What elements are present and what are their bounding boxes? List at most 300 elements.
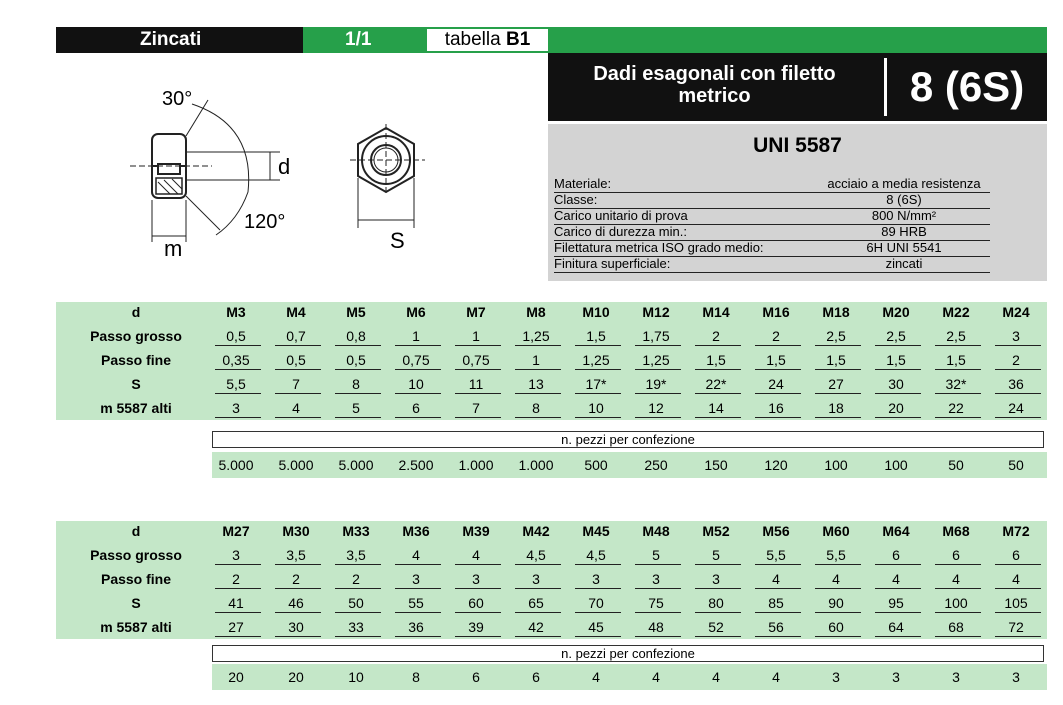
cell-underline bbox=[275, 588, 321, 589]
table-cell: 36 bbox=[408, 619, 424, 635]
column-header: M42 bbox=[522, 523, 550, 539]
cell-underline bbox=[695, 588, 741, 589]
column-header: M60 bbox=[822, 523, 850, 539]
table-cell: 60 bbox=[828, 619, 844, 635]
cell-underline bbox=[755, 417, 801, 418]
table-cell: 18 bbox=[828, 400, 844, 416]
table-cell: 46 bbox=[288, 595, 304, 611]
table-cell: 6 bbox=[952, 547, 960, 563]
cell-underline bbox=[395, 612, 441, 613]
table-cell: 2,5 bbox=[886, 328, 906, 344]
cell-underline bbox=[935, 417, 981, 418]
table-cell: 24 bbox=[768, 376, 784, 392]
cell-underline bbox=[575, 345, 621, 346]
table-cell: 3 bbox=[592, 571, 600, 587]
cell-underline bbox=[275, 417, 321, 418]
table-cell: 3 bbox=[232, 547, 240, 563]
column-header: M48 bbox=[642, 523, 670, 539]
pack-quantity-cell: 20 bbox=[228, 669, 244, 685]
cell-underline bbox=[455, 369, 501, 370]
spec-key: Materiale: bbox=[554, 176, 612, 191]
column-header: M3 bbox=[226, 304, 246, 320]
table-cell: 90 bbox=[828, 595, 844, 611]
spec-row bbox=[554, 192, 1044, 208]
cell-underline bbox=[215, 369, 261, 370]
product-title bbox=[548, 63, 881, 107]
cell-underline bbox=[395, 417, 441, 418]
cell-underline bbox=[215, 393, 261, 394]
row-label: Passo fine bbox=[100, 352, 172, 368]
cell-underline bbox=[995, 369, 1041, 370]
table-cell: 4 bbox=[772, 571, 780, 587]
table-cell: 105 bbox=[1004, 595, 1028, 611]
cell-underline bbox=[275, 564, 321, 565]
table-cell: 100 bbox=[944, 595, 968, 611]
cell-underline bbox=[635, 588, 681, 589]
table-cell: 2,5 bbox=[826, 328, 846, 344]
spec-row bbox=[554, 208, 1044, 224]
table-cell: 19* bbox=[645, 376, 667, 392]
column-header: M6 bbox=[406, 304, 426, 320]
table-cell: 56 bbox=[768, 619, 784, 635]
table-cell: 1,5 bbox=[766, 352, 786, 368]
cell-underline bbox=[515, 393, 561, 394]
column-header: M39 bbox=[462, 523, 490, 539]
cell-underline bbox=[575, 417, 621, 418]
cell-underline bbox=[335, 369, 381, 370]
row-label: m 5587 alti bbox=[100, 400, 172, 416]
table-cell: 4 bbox=[292, 400, 300, 416]
column-header: M30 bbox=[282, 523, 310, 539]
spec-key: Classe: bbox=[554, 192, 598, 207]
cell-underline bbox=[695, 636, 741, 637]
table-cell: 1,25 bbox=[522, 328, 550, 344]
cell-underline bbox=[515, 345, 561, 346]
cell-underline bbox=[455, 564, 501, 565]
table-cell: 0,75 bbox=[402, 352, 430, 368]
cell-underline bbox=[275, 345, 321, 346]
table-cell: 1 bbox=[472, 328, 480, 344]
cell-underline bbox=[875, 612, 921, 613]
row-label: Passo grosso bbox=[90, 328, 182, 344]
column-header: M14 bbox=[702, 304, 730, 320]
table-cell: 1,75 bbox=[642, 328, 670, 344]
table-cell: 6 bbox=[892, 547, 900, 563]
cell-underline bbox=[815, 636, 861, 637]
cell-underline bbox=[755, 636, 801, 637]
cell-underline bbox=[815, 369, 861, 370]
tabella-label bbox=[427, 29, 548, 51]
cell-underline bbox=[635, 345, 681, 346]
cell-underline bbox=[875, 393, 921, 394]
pack-label: n. pezzi per confezione bbox=[212, 431, 1044, 448]
table-cell: 27 bbox=[228, 619, 244, 635]
dimension-s-label: S bbox=[390, 228, 405, 253]
table-cell: 24 bbox=[1008, 400, 1024, 416]
table-cell: 48 bbox=[648, 619, 664, 635]
row-label: S bbox=[131, 376, 141, 392]
pack-quantity-cell: 2.500 bbox=[398, 457, 434, 473]
cell-underline bbox=[395, 588, 441, 589]
column-header: M5 bbox=[346, 304, 366, 320]
cell-underline bbox=[335, 345, 381, 346]
cell-underline bbox=[335, 393, 381, 394]
table-cell: 72 bbox=[1008, 619, 1024, 635]
cell-underline bbox=[815, 564, 861, 565]
dimension-d-label: d bbox=[278, 154, 291, 179]
cell-underline bbox=[335, 564, 381, 565]
table-cell: 0,75 bbox=[462, 352, 490, 368]
cell-underline bbox=[695, 369, 741, 370]
cell-underline bbox=[575, 369, 621, 370]
cell-underline bbox=[455, 588, 501, 589]
table-cell: 2 bbox=[292, 571, 300, 587]
cell-underline bbox=[395, 369, 441, 370]
table-cell: 3 bbox=[232, 400, 240, 416]
table-cell: 36 bbox=[1008, 376, 1024, 392]
cell-underline bbox=[755, 564, 801, 565]
table-cell: 39 bbox=[468, 619, 484, 635]
pack-quantity-cell: 5.000 bbox=[278, 457, 314, 473]
cell-underline bbox=[935, 345, 981, 346]
cell-underline bbox=[275, 612, 321, 613]
spec-value: 6H UNI 5541 bbox=[866, 240, 942, 255]
product-grade: 8 (6S) bbox=[909, 63, 1025, 110]
row-label: d bbox=[131, 523, 141, 539]
cell-underline bbox=[515, 588, 561, 589]
cell-underline bbox=[335, 636, 381, 637]
table-cell: 8 bbox=[352, 376, 360, 392]
column-header: M7 bbox=[466, 304, 486, 320]
table-cell: 22 bbox=[948, 400, 964, 416]
table-cell: 7 bbox=[292, 376, 300, 392]
spec-key: Carico unitario di prova bbox=[554, 208, 688, 223]
table-cell: 11 bbox=[468, 376, 484, 392]
cell-underline bbox=[995, 612, 1041, 613]
cell-underline bbox=[935, 612, 981, 613]
column-header: M68 bbox=[942, 523, 970, 539]
table-cell: 4 bbox=[892, 571, 900, 587]
nut-drawing bbox=[120, 70, 440, 280]
cell-underline bbox=[995, 636, 1041, 637]
table-cell: 1 bbox=[532, 352, 540, 368]
cell-underline bbox=[575, 612, 621, 613]
pack-quantity-cell: 100 bbox=[824, 457, 848, 473]
cell-underline bbox=[875, 345, 921, 346]
product-title-line2: metrico bbox=[678, 85, 751, 107]
table-cell: 4 bbox=[1012, 571, 1020, 587]
table-cell: 2 bbox=[352, 571, 360, 587]
cell-underline bbox=[215, 345, 261, 346]
cell-underline bbox=[215, 636, 261, 637]
column-header: M8 bbox=[526, 304, 546, 320]
cell-underline bbox=[875, 417, 921, 418]
cell-underline bbox=[515, 564, 561, 565]
cell-underline bbox=[635, 612, 681, 613]
column-header: M72 bbox=[1002, 523, 1030, 539]
pack-quantity-cell: 6 bbox=[532, 669, 540, 685]
cell-underline bbox=[335, 417, 381, 418]
cell-underline bbox=[575, 636, 621, 637]
angle-top-label: 30° bbox=[162, 88, 193, 110]
table-cell: 0,5 bbox=[346, 352, 366, 368]
table-cell: 22* bbox=[705, 376, 727, 392]
row-label: m 5587 alti bbox=[100, 619, 172, 635]
column-header: M22 bbox=[942, 304, 970, 320]
table-cell: 4 bbox=[832, 571, 840, 587]
cell-underline bbox=[935, 564, 981, 565]
table-cell: 41 bbox=[228, 595, 244, 611]
header-green-bar bbox=[303, 27, 1047, 53]
cell-underline bbox=[455, 612, 501, 613]
table-cell: 45 bbox=[588, 619, 604, 635]
cell-underline bbox=[755, 612, 801, 613]
table-cell: 20 bbox=[888, 400, 904, 416]
spec-row bbox=[554, 176, 1044, 192]
table-cell: 6 bbox=[412, 400, 420, 416]
cell-underline bbox=[275, 393, 321, 394]
table-cell: 10 bbox=[588, 400, 604, 416]
column-header: M20 bbox=[882, 304, 910, 320]
cell-underline bbox=[875, 369, 921, 370]
spec-value: zincati bbox=[885, 256, 923, 271]
pack-quantity-cell: 3 bbox=[832, 669, 840, 685]
cell-underline bbox=[635, 393, 681, 394]
cell-underline bbox=[395, 345, 441, 346]
cell-underline bbox=[455, 636, 501, 637]
table-cell: 5,5 bbox=[226, 376, 246, 392]
table-cell: 3 bbox=[1012, 328, 1020, 344]
column-header: M24 bbox=[1002, 304, 1030, 320]
angle-bottom-label: 120° bbox=[244, 211, 286, 233]
table-cell: 65 bbox=[528, 595, 544, 611]
table-cell: 12 bbox=[648, 400, 664, 416]
table-cell: 42 bbox=[528, 619, 544, 635]
cell-underline bbox=[275, 369, 321, 370]
cell-underline bbox=[335, 612, 381, 613]
pack-quantity-cell: 4 bbox=[772, 669, 780, 685]
pack-quantity-cell: 250 bbox=[644, 457, 668, 473]
column-header: M64 bbox=[882, 523, 910, 539]
pack-quantity-cell: 1.000 bbox=[518, 457, 554, 473]
cell-underline bbox=[695, 345, 741, 346]
table-cell: 8 bbox=[532, 400, 540, 416]
cell-underline bbox=[575, 564, 621, 565]
cell-underline bbox=[755, 369, 801, 370]
pack-quantity-cell: 6 bbox=[472, 669, 480, 685]
spec-value: 8 (6S) bbox=[886, 192, 922, 207]
table-cell: 1 bbox=[412, 328, 420, 344]
pack-quantity-cell: 50 bbox=[1008, 457, 1024, 473]
table-cell: 17* bbox=[585, 376, 607, 392]
table-cell: 10 bbox=[408, 376, 424, 392]
table-cell: 2 bbox=[712, 328, 720, 344]
cell-underline bbox=[995, 564, 1041, 565]
table-cell: 0,8 bbox=[346, 328, 366, 344]
pack-quantity-cell: 5.000 bbox=[338, 457, 374, 473]
pack-quantity-cell: 3 bbox=[952, 669, 960, 685]
column-header: M12 bbox=[642, 304, 670, 320]
table-cell: 0,5 bbox=[286, 352, 306, 368]
table-cell: 60 bbox=[468, 595, 484, 611]
table-cell: 14 bbox=[708, 400, 724, 416]
table-cell: 5 bbox=[652, 547, 660, 563]
cell-underline bbox=[935, 588, 981, 589]
cell-underline bbox=[275, 636, 321, 637]
pack-quantity-cell: 8 bbox=[412, 669, 420, 685]
table-cell: 27 bbox=[828, 376, 844, 392]
cell-underline bbox=[395, 564, 441, 565]
spec-key: Carico di durezza min.: bbox=[554, 224, 687, 239]
cell-underline bbox=[215, 612, 261, 613]
header-category: Zincati bbox=[140, 29, 202, 50]
pack-quantity-cell: 1.000 bbox=[458, 457, 494, 473]
column-header: M10 bbox=[582, 304, 610, 320]
table-cell: 5,5 bbox=[826, 547, 846, 563]
row-label: Passo grosso bbox=[90, 547, 182, 563]
cell-underline bbox=[215, 417, 261, 418]
table-cell: 4 bbox=[472, 547, 480, 563]
cell-underline bbox=[695, 393, 741, 394]
cell-underline bbox=[455, 393, 501, 394]
pack-quantity-cell: 150 bbox=[704, 457, 728, 473]
cell-underline bbox=[215, 588, 261, 589]
spec-row bbox=[554, 256, 1044, 272]
table-cell: 70 bbox=[588, 595, 604, 611]
table-cell: 1,5 bbox=[826, 352, 846, 368]
pack-quantity-cell: 5.000 bbox=[218, 457, 254, 473]
pack-quantity-cell: 3 bbox=[1012, 669, 1020, 685]
table-cell: 4 bbox=[412, 547, 420, 563]
row-label: S bbox=[131, 595, 141, 611]
spec-value: 89 HRB bbox=[881, 224, 927, 239]
table-cell: 80 bbox=[708, 595, 724, 611]
column-header: M18 bbox=[822, 304, 850, 320]
table-cell: 68 bbox=[948, 619, 964, 635]
table-cell: 3 bbox=[472, 571, 480, 587]
cell-underline bbox=[995, 393, 1041, 394]
spec-value: acciaio a media resistenza bbox=[827, 176, 981, 191]
cell-underline bbox=[335, 588, 381, 589]
cell-underline bbox=[875, 564, 921, 565]
cell-underline bbox=[635, 564, 681, 565]
table-cell: 50 bbox=[348, 595, 364, 611]
spec-key: Finitura superficiale: bbox=[554, 256, 671, 271]
cell-underline bbox=[875, 588, 921, 589]
table-cell: 16 bbox=[768, 400, 784, 416]
table-cell: 0,35 bbox=[222, 352, 250, 368]
table-cell: 0,7 bbox=[286, 328, 306, 344]
pack-quantity-cell: 10 bbox=[348, 669, 364, 685]
table-cell: 2 bbox=[1012, 352, 1020, 368]
table-cell: 4,5 bbox=[586, 547, 606, 563]
spec-key: Filettatura metrica ISO grado medio: bbox=[554, 240, 764, 255]
table-cell: 75 bbox=[648, 595, 664, 611]
table-cell: 7 bbox=[472, 400, 480, 416]
cell-underline bbox=[395, 393, 441, 394]
table-cell: 1,5 bbox=[586, 328, 606, 344]
cell-underline bbox=[995, 588, 1041, 589]
table-cell: 13 bbox=[528, 376, 544, 392]
table-cell: 4 bbox=[952, 571, 960, 587]
cell-underline bbox=[875, 636, 921, 637]
table-cell: 52 bbox=[708, 619, 724, 635]
table-cell: 3,5 bbox=[286, 547, 306, 563]
table-cell: 1,5 bbox=[886, 352, 906, 368]
column-header: M45 bbox=[582, 523, 610, 539]
table-cell: 2,5 bbox=[946, 328, 966, 344]
table-cell: 4,5 bbox=[526, 547, 546, 563]
table-cell: 6 bbox=[1012, 547, 1020, 563]
cell-underline bbox=[515, 369, 561, 370]
column-header: M52 bbox=[702, 523, 730, 539]
cell-underline bbox=[635, 417, 681, 418]
cell-underline bbox=[635, 636, 681, 637]
cell-underline bbox=[635, 369, 681, 370]
cell-underline bbox=[695, 564, 741, 565]
cell-underline bbox=[995, 417, 1041, 418]
product-title-line1: Dadi esagonali con filetto bbox=[593, 63, 836, 85]
table-cell: 3 bbox=[652, 571, 660, 587]
cell-underline bbox=[515, 636, 561, 637]
table-cell: 1,25 bbox=[582, 352, 610, 368]
pack-quantity-cell: 50 bbox=[948, 457, 964, 473]
column-header: M36 bbox=[402, 523, 430, 539]
row-label: Passo fine bbox=[100, 571, 172, 587]
table-cell: 3 bbox=[712, 571, 720, 587]
cell-underline bbox=[815, 417, 861, 418]
cell-underline bbox=[935, 393, 981, 394]
table-cell: 33 bbox=[348, 619, 364, 635]
header-page: 1/1 bbox=[345, 29, 372, 50]
column-header: M56 bbox=[762, 523, 790, 539]
column-header: M33 bbox=[342, 523, 370, 539]
pack-quantity-cell: 3 bbox=[892, 669, 900, 685]
cell-underline bbox=[935, 369, 981, 370]
cell-underline bbox=[455, 345, 501, 346]
column-header: M16 bbox=[762, 304, 790, 320]
table-cell: 32* bbox=[945, 376, 967, 392]
table-cell: 2 bbox=[232, 571, 240, 587]
pack-quantity-cell: 20 bbox=[288, 669, 304, 685]
spec-value: 800 N/mm² bbox=[871, 208, 937, 223]
cell-underline bbox=[815, 393, 861, 394]
cell-underline bbox=[515, 417, 561, 418]
table-cell: 1,25 bbox=[642, 352, 670, 368]
pack-quantity-cell: 4 bbox=[712, 669, 720, 685]
dimension-m-label: m bbox=[164, 236, 183, 261]
table-cell: 5 bbox=[712, 547, 720, 563]
spec-row bbox=[554, 224, 1044, 240]
pack-quantity-cell: 500 bbox=[584, 457, 608, 473]
table-cell: 3 bbox=[532, 571, 540, 587]
table-cell: 55 bbox=[408, 595, 424, 611]
column-header: M27 bbox=[222, 523, 250, 539]
table-cell: 3 bbox=[412, 571, 420, 587]
pack-quantity-cell: 4 bbox=[592, 669, 600, 685]
tabella-prefix: tabella bbox=[444, 29, 501, 50]
spec-divider bbox=[554, 272, 990, 273]
cell-underline bbox=[395, 636, 441, 637]
cell-underline bbox=[695, 612, 741, 613]
table-cell: 3,5 bbox=[346, 547, 366, 563]
cell-underline bbox=[455, 417, 501, 418]
row-label: d bbox=[131, 304, 141, 320]
table-cell: 64 bbox=[888, 619, 904, 635]
table-cell: 1,5 bbox=[706, 352, 726, 368]
table-cell: 0,5 bbox=[226, 328, 246, 344]
table-cell: 5 bbox=[352, 400, 360, 416]
